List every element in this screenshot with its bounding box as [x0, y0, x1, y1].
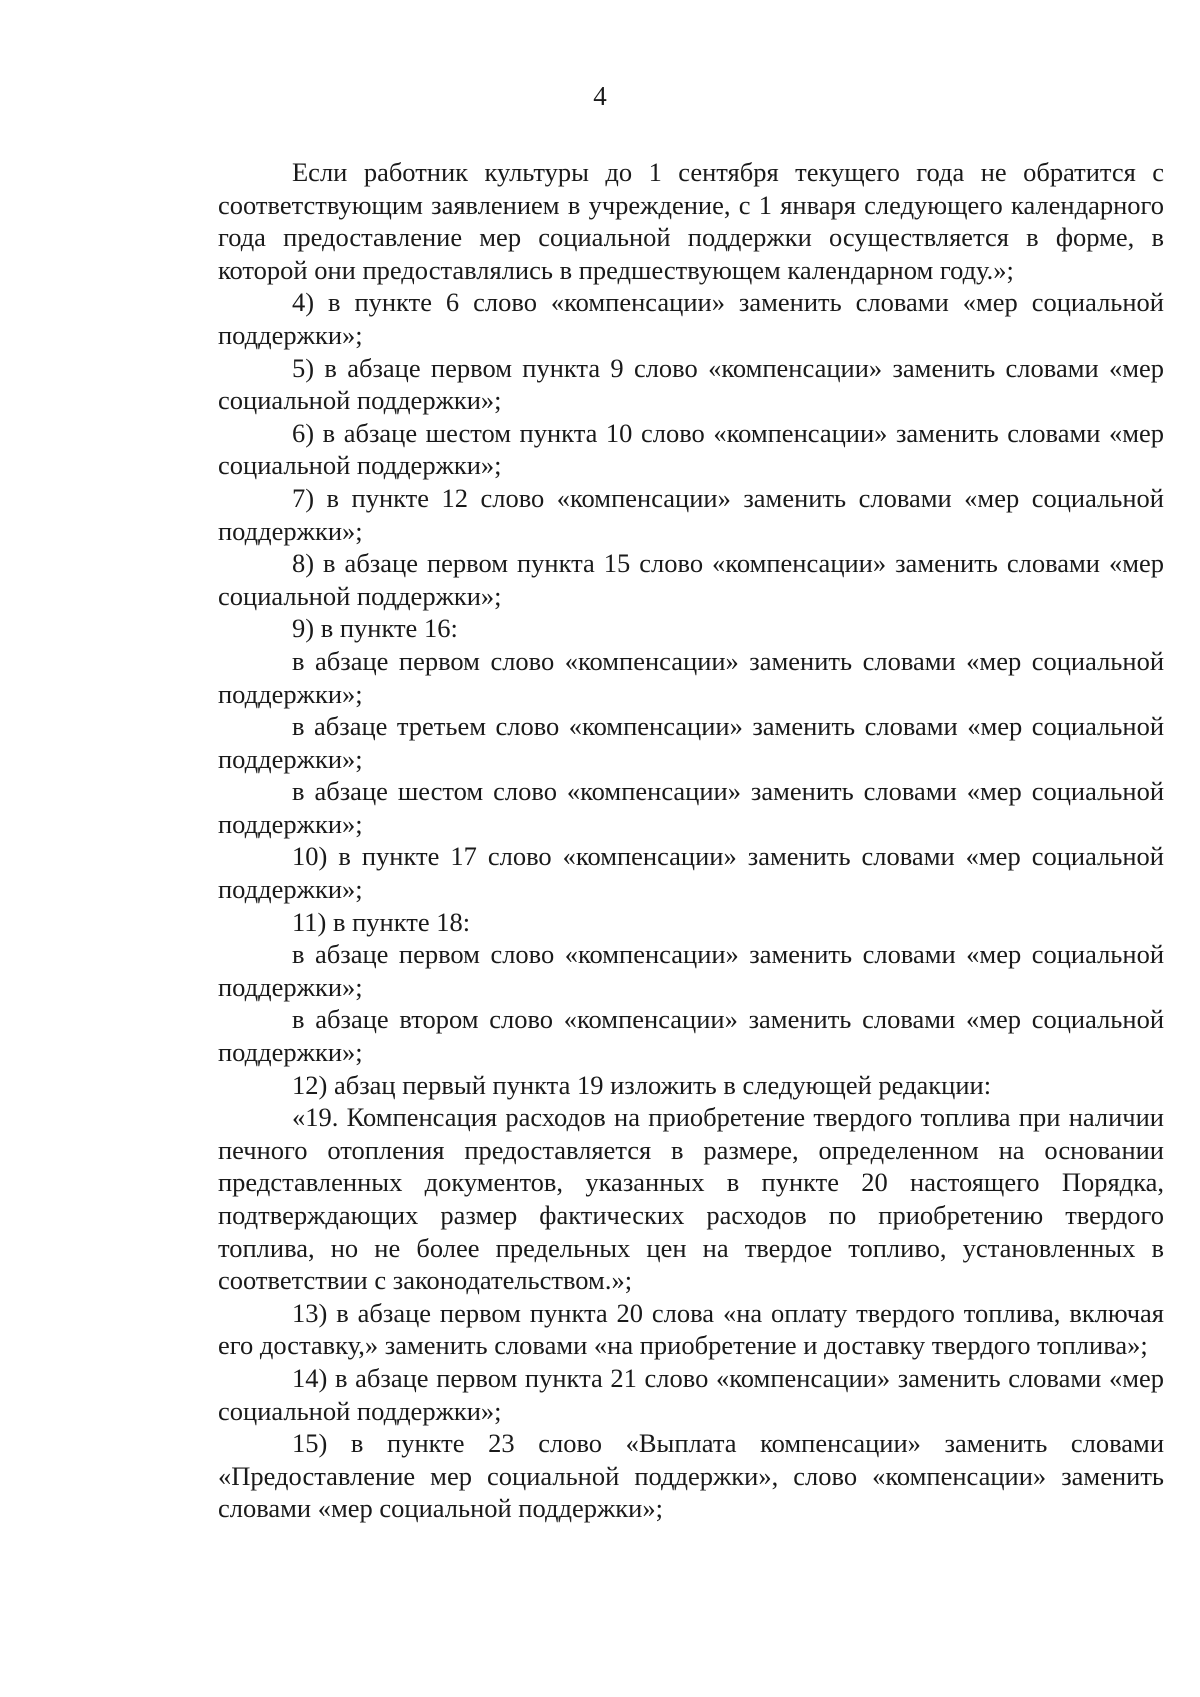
paragraph: 6) в абзаце шестом пункта 10 слово «компенсации» заменить словами «мер социальной поддержки»;: [218, 417, 1164, 481]
paragraph: 13) в абзаце первом пункта 20 слова «на оплату твердого топлива, включая его доставку,» заменить словами «на приобретение и доставку твердого топлива»;: [218, 1297, 1164, 1361]
paragraph: 10) в пункте 17 слово «компенсации» заменить словами «мер социальной поддержки»;: [218, 841, 1164, 905]
paragraph: в абзаце первом слово «компенсации» заменить словами «мер социальной поддержки»;: [218, 645, 1164, 709]
paragraph: 5) в абзаце первом пункта 9 слово «компенсации» заменить словами «мер социальной поддержки»;: [218, 352, 1164, 416]
paragraph: 9) в пункте 16:: [292, 613, 458, 644]
paragraph: 12) абзац первый пункта 19 изложить в следующей редакции:: [292, 1069, 992, 1100]
paragraph: «19. Компенсация расходов на приобретение твердого топлива при наличии печного отопления предоставляется в размере, определенном на основании представленных документов, указанных в пункте 20 настоящего Порядка, подтверждающих размер фактических расходов по приобретению твердого топлива, но не более предельных цен на твердое топливо, установленных в соответствии с законодательством.»;: [218, 1102, 1164, 1296]
document-body: [218, 156, 1164, 1525]
paragraph: 4) в пункте 6 слово «компенсации» заменить словами «мер социальной поддержки»;: [218, 287, 1164, 350]
paragraph: 8) в абзаце первом пункта 15 слово «компенсации» заменить словами «мер социальной поддержки»;: [218, 548, 1164, 611]
paragraph: в абзаце втором слово «компенсации» заменить словами «мер социальной поддержки»;: [218, 1004, 1164, 1068]
paragraph: в абзаце шестом слово «компенсации» заменить словами «мер социальной поддержки»;: [218, 776, 1164, 839]
paragraph: 14) в абзаце первом пункта 21 слово «компенсации» заменить словами «мер социальной поддержки»;: [218, 1362, 1164, 1426]
paragraph: Если работник культуры до 1 сентября текущего года не обратится с соответствующим заявлением в учреждение, с 1 января следующего календарного года предоставление мер социальной поддержки осуществляется в форме, в которой они предоставлялись в предшествующем календарном году.»;: [218, 157, 1164, 285]
paragraph: 11) в пункте 18:: [292, 906, 471, 937]
page-number: 4: [593, 81, 607, 111]
paragraph: в абзаце третьем слово «компенсации» заменить словами «мер социальной поддержки»;: [218, 711, 1164, 774]
paragraph: 15) в пункте 23 слово «Выплата компенсации» заменить словами «Предоставление мер социальной поддержки», слово «компенсации» заменить словами «мер социальной поддержки»;: [218, 1428, 1164, 1524]
paragraph: в абзаце первом слово «компенсации» заменить словами «мер социальной поддержки»;: [218, 939, 1164, 1002]
paragraph: 7) в пункте 12 слово «компенсации» заменить словами «мер социальной поддержки»;: [218, 482, 1164, 546]
